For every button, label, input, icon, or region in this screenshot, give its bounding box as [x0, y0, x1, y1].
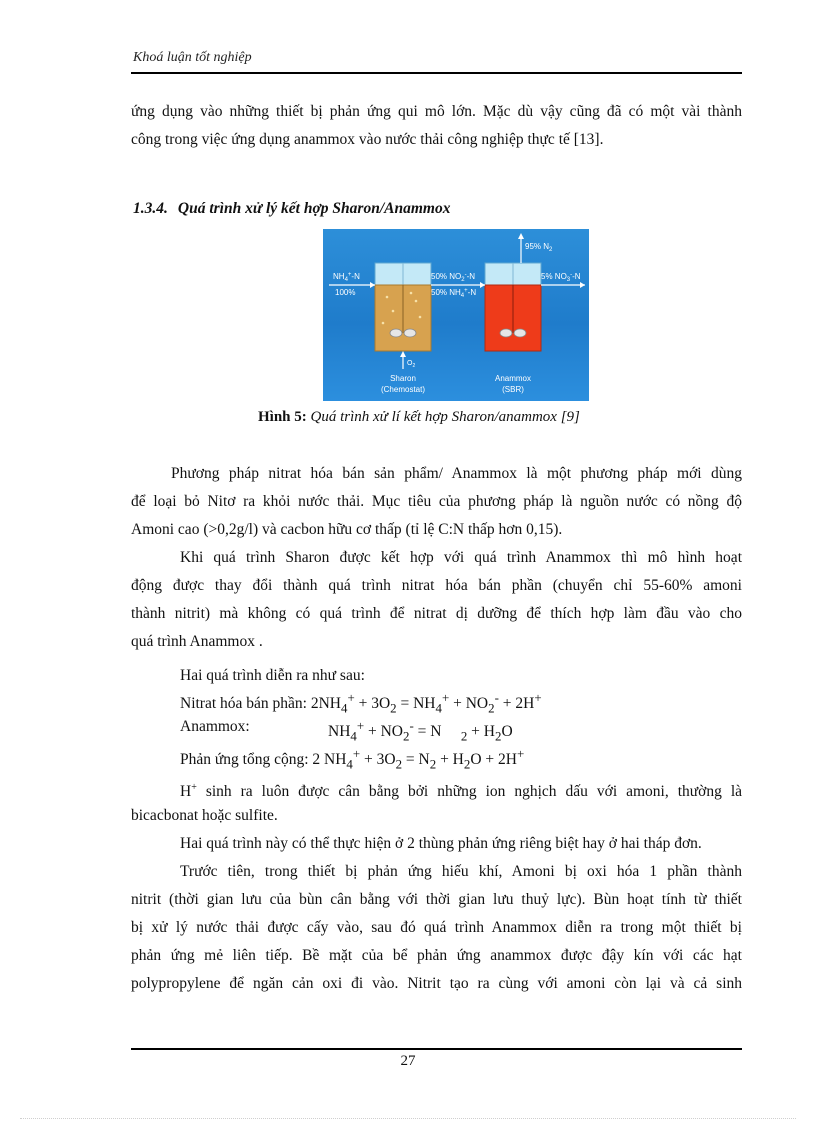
page-edge-dotted-line — [20, 1118, 796, 1119]
para6-line-5: polypropylene để ngăn cản oxi đi vào. Nitrit tạo ra cùng với amoni còn lại và cả sinh — [131, 975, 742, 992]
para1-line-3: Amoni cao (>0,2g/l) và cacbon hữu cơ thấp (tỉ lệ C:N thấp hơn 0,15). — [131, 521, 563, 538]
para6-line-3: bị xử lý nước thải được cấy vào, sau đó quá trình Anammox diễn ra trong một thiết bị — [131, 919, 742, 936]
para3-line-1: Hai quá trình diễn ra như sau: — [180, 667, 365, 684]
sharon-bubble — [382, 322, 385, 325]
header-rule — [131, 72, 742, 74]
sharon-impeller-left — [390, 329, 402, 337]
para2-line-4: quá trình Anammox . — [131, 633, 263, 650]
sharon-bubble — [419, 316, 422, 319]
n2-label: 95% $N_2$ — [525, 242, 553, 253]
intro-line-2: công trong việc ứng dụng anammox vào nước thải công nghiệp thực tế [13]. — [131, 131, 604, 148]
sharon-bubble — [410, 292, 413, 295]
section-number: 1.3.4. — [133, 200, 168, 217]
sharon-bubble — [386, 296, 389, 299]
mid-nitrite-label: 50% $NO_2^--N$ — [431, 272, 476, 283]
caption-text: Quá trình xử lí kết hợp Sharon/anammox [9] — [310, 409, 580, 425]
sharon-type-label: (Chemostat) — [380, 385, 426, 394]
effluent-arrowhead — [580, 282, 585, 288]
process-diagram — [323, 229, 589, 401]
o2-arrowhead — [400, 351, 406, 357]
header-title: Khoá luận tốt nghiệp — [133, 50, 252, 65]
equation-2: Anammox: $NH_4^+ + NO_2^- = N$ $_2 + H_2O$ — [180, 718, 513, 744]
anammox-name-label: Anammox — [494, 374, 532, 383]
sharon-anammox-figure — [323, 229, 589, 401]
sharon-bubble — [392, 310, 395, 313]
para2-line-2: động được thay đổi thành quá trình nitrat hóa bán phần (chuyển chỉ 55-60% amoni — [131, 577, 742, 594]
page-number: 27 — [400, 1053, 416, 1069]
transfer-arrowhead — [480, 282, 485, 288]
para6-line-2: nitrit (thời gian lưu của bùn cân bằng với thời gian lưu thuỷ lực). Bùn hoạt tính từ thiết — [131, 891, 742, 908]
section-title: Quá trình xử lý kết hợp Sharon/Anammox — [177, 200, 451, 217]
para2-line-1: Khi quá trình Sharon được kết hợp với quá trình Anammox thì mô hình hoạt — [180, 549, 742, 566]
figure-caption — [258, 409, 580, 426]
para4-line-1: H+ sinh ra luôn được cân bằng bởi những ion nghịch dấu với amoni, thường là — [180, 782, 743, 801]
caption-label: Hình 5: — [258, 409, 307, 425]
eq1-label: Nitrat hóa bán phần: — [180, 695, 307, 713]
para2-line-3: thành nitrit) mà không có quá trình để nitrat dị dưỡng để thích hợp làm đầu vào cho — [131, 605, 742, 622]
para6-line-1: Trước tiên, trong thiết bị phản ứng hiếu khí, Amoni bị oxi hóa 1 phần thành — [180, 863, 742, 880]
sharon-name-label: Sharon — [390, 374, 416, 383]
eq3-label: Phản ứng tổng cộng: — [180, 751, 309, 769]
equation-3: Phản ứng tổng cộng: 2 $NH_4^+ + 3O_2 = N_2 + H_2O + 2H^+$ — [180, 746, 525, 772]
equation-1: Nitrat hóa bán phần: $2NH_4^+ + 3O_2 = NH_4^+ + NO_2^- + 2H^+$ — [180, 690, 542, 716]
feed-percent-label: 100% — [335, 288, 356, 297]
o2-label: $O_2$ — [407, 360, 416, 369]
anammox-impeller-right — [514, 329, 526, 337]
sharon-impeller-right — [404, 329, 416, 337]
feed-arrowhead — [370, 282, 375, 288]
sharon-bubble — [415, 300, 418, 303]
footer-rule — [131, 1048, 742, 1050]
anammox-type-label: (SBR) — [502, 385, 524, 394]
effluent-label: 5% $NO_3^--N$ — [541, 272, 581, 283]
section-heading — [133, 200, 450, 218]
para6-line-4: phản ứng mẻ liên tiếp. Bề mặt của bể phản ứng anammox được đậy kín với các hạt — [131, 947, 742, 964]
para1-line-2: để loại bỏ Nitơ ra khỏi nước thải. Mục tiêu của phương pháp là nguồn nước có nồng độ — [131, 493, 742, 510]
feed-label: $NH_4^+-N$ — [333, 272, 360, 283]
para4-line-2: bicacbonat hoặc sulfite. — [131, 807, 278, 824]
para1-line-1: Phương pháp nitrat hóa bán sản phẩm/ Anammox là một phương pháp mới dùng — [171, 465, 742, 482]
para5-line-1: Hai quá trình này có thể thực hiện ở 2 thùng phản ứng riêng biệt hay ở hai tháp đơn. — [180, 835, 702, 852]
intro-line-1: ứng dụng vào những thiết bị phản ứng qui mô lớn. Mặc dù vậy cũng đã có một vài thành — [131, 103, 742, 120]
eq2-label: Anammox: — [180, 718, 250, 735]
mid-ammonium-label: 50% $NH_4^+-N$ — [431, 288, 477, 299]
anammox-impeller-left — [500, 329, 512, 337]
n2-arrowhead — [518, 233, 524, 239]
